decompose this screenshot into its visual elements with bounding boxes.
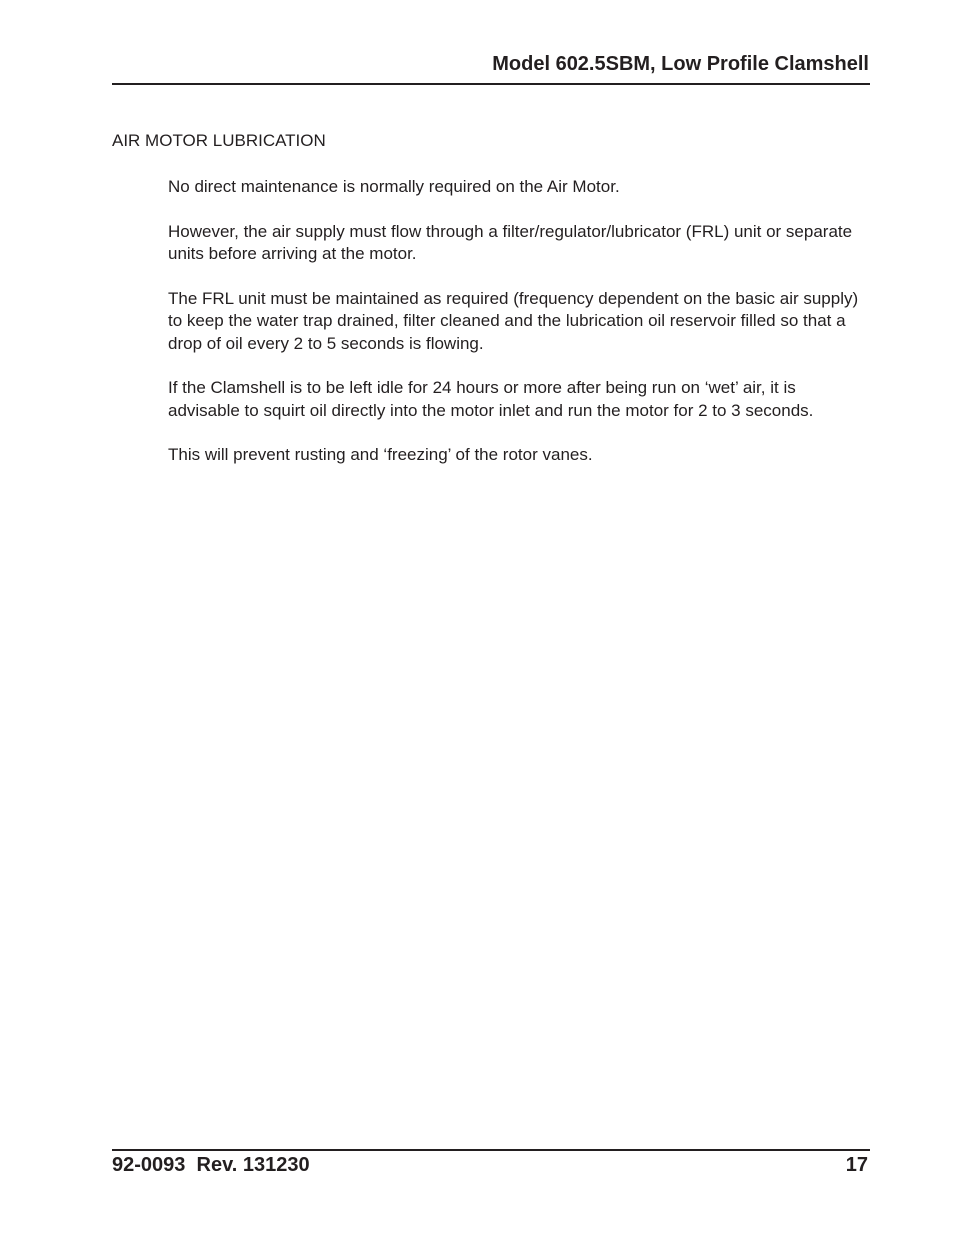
paragraph: No direct maintenance is normally required on the Air Motor.: [168, 177, 620, 196]
footer-page-number: 17: [845, 1154, 868, 1176]
page-header-title: Model 602.5SBM, Low Profile Clamshell: [492, 53, 869, 75]
paragraph: The FRL unit must be maintained as required (frequency dependent on the basic air supply) to keep the water trap drained, filter cleaned and the lubrication oil reservoir filled so that a drop of oil every 2 to 5 seconds is flowing.: [168, 288, 859, 353]
paragraph: This will prevent rusting and ‘freezing’ of the rotor vanes.: [168, 445, 593, 464]
paragraph: If the Clamshell is to be left idle for 24 hours or more after being run on ‘wet’ air, it is advisable to squirt oil directly into the motor inlet and run the motor for 2 to 3 seconds.: [168, 378, 814, 420]
section-body: [168, 176, 868, 489]
header-divider: [112, 83, 870, 85]
section-heading: AIR MOTOR LUBRICATION: [112, 131, 326, 150]
footer-doc-number: 92-0093 Rev. 131230: [112, 1154, 310, 1176]
footer-divider: [112, 1149, 870, 1151]
paragraph: However, the air supply must flow through a filter/regulator/lubricator (FRL) unit or separate units before arriving at the motor.: [168, 221, 853, 263]
